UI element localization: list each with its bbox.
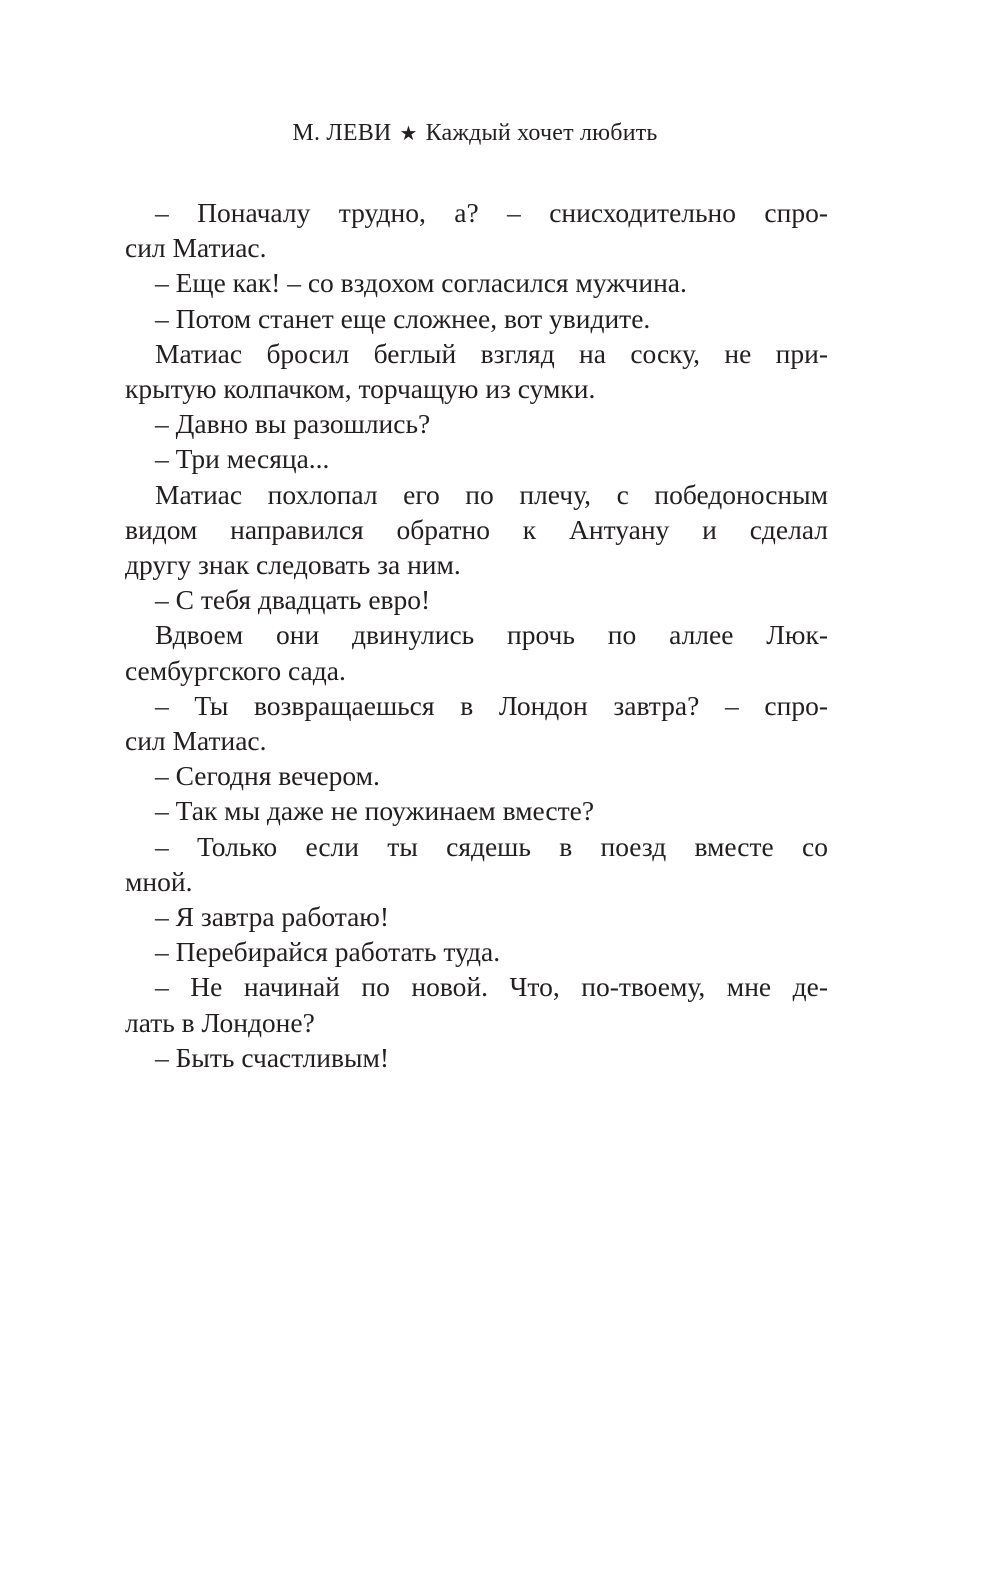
text-line: видом направился обратно к Антуану и сделал	[125, 513, 828, 545]
text-line: – Быть счастливым!	[155, 1041, 390, 1073]
text-line: мной.	[125, 865, 193, 897]
text-line: – Так мы даже не поужинаем вместе?	[155, 795, 595, 827]
text-line: – Еще как! – со вздохом согласился мужчина.	[155, 267, 687, 299]
text-line: – Только если ты сядешь в поезд вместе со	[155, 830, 828, 862]
text-line: Вдвоем они двинулись прочь по аллее Люк-	[155, 619, 828, 651]
text-line: – С тебя двадцать евро!	[155, 584, 431, 616]
text-line: Матиас бросил беглый взгляд на соску, не при-	[155, 337, 828, 369]
text-line: Матиас похлопал его по плечу, с победоносным	[155, 478, 828, 510]
star-icon: ★	[399, 123, 418, 145]
text-line: сембургского сада.	[125, 654, 346, 686]
body-text	[125, 195, 828, 1075]
text-line: – Ты возвращаешься в Лондон завтра? – спро-	[155, 689, 828, 721]
header-author: М. ЛЕВИ	[292, 120, 392, 146]
running-header	[0, 120, 950, 147]
text-line: – Перебирайся работать туда.	[155, 936, 501, 968]
text-line: сил Матиас.	[125, 232, 267, 264]
text-line: – Три месяца...	[155, 443, 330, 475]
text-line: лать в Лондоне?	[125, 1006, 315, 1038]
text-line: – Давно вы разошлись?	[155, 408, 431, 440]
text-line: другу знак следовать за ним.	[125, 549, 461, 581]
text-line: – Сегодня вечером.	[155, 760, 380, 792]
text-line: – Не начинай по новой. Что, по-твоему, мне де-	[155, 971, 828, 1003]
text-line: – Поначалу трудно, а? – снисходительно спро-	[155, 197, 828, 228]
text-line: – Потом станет еще сложнее, вот увидите.	[155, 302, 651, 334]
header-title: Каждый хочет любить	[425, 120, 658, 146]
text-line: сил Матиас.	[125, 725, 267, 757]
text-line: крытую колпачком, торчащую из сумки.	[125, 373, 596, 405]
text-line: – Я завтра работаю!	[155, 901, 389, 933]
